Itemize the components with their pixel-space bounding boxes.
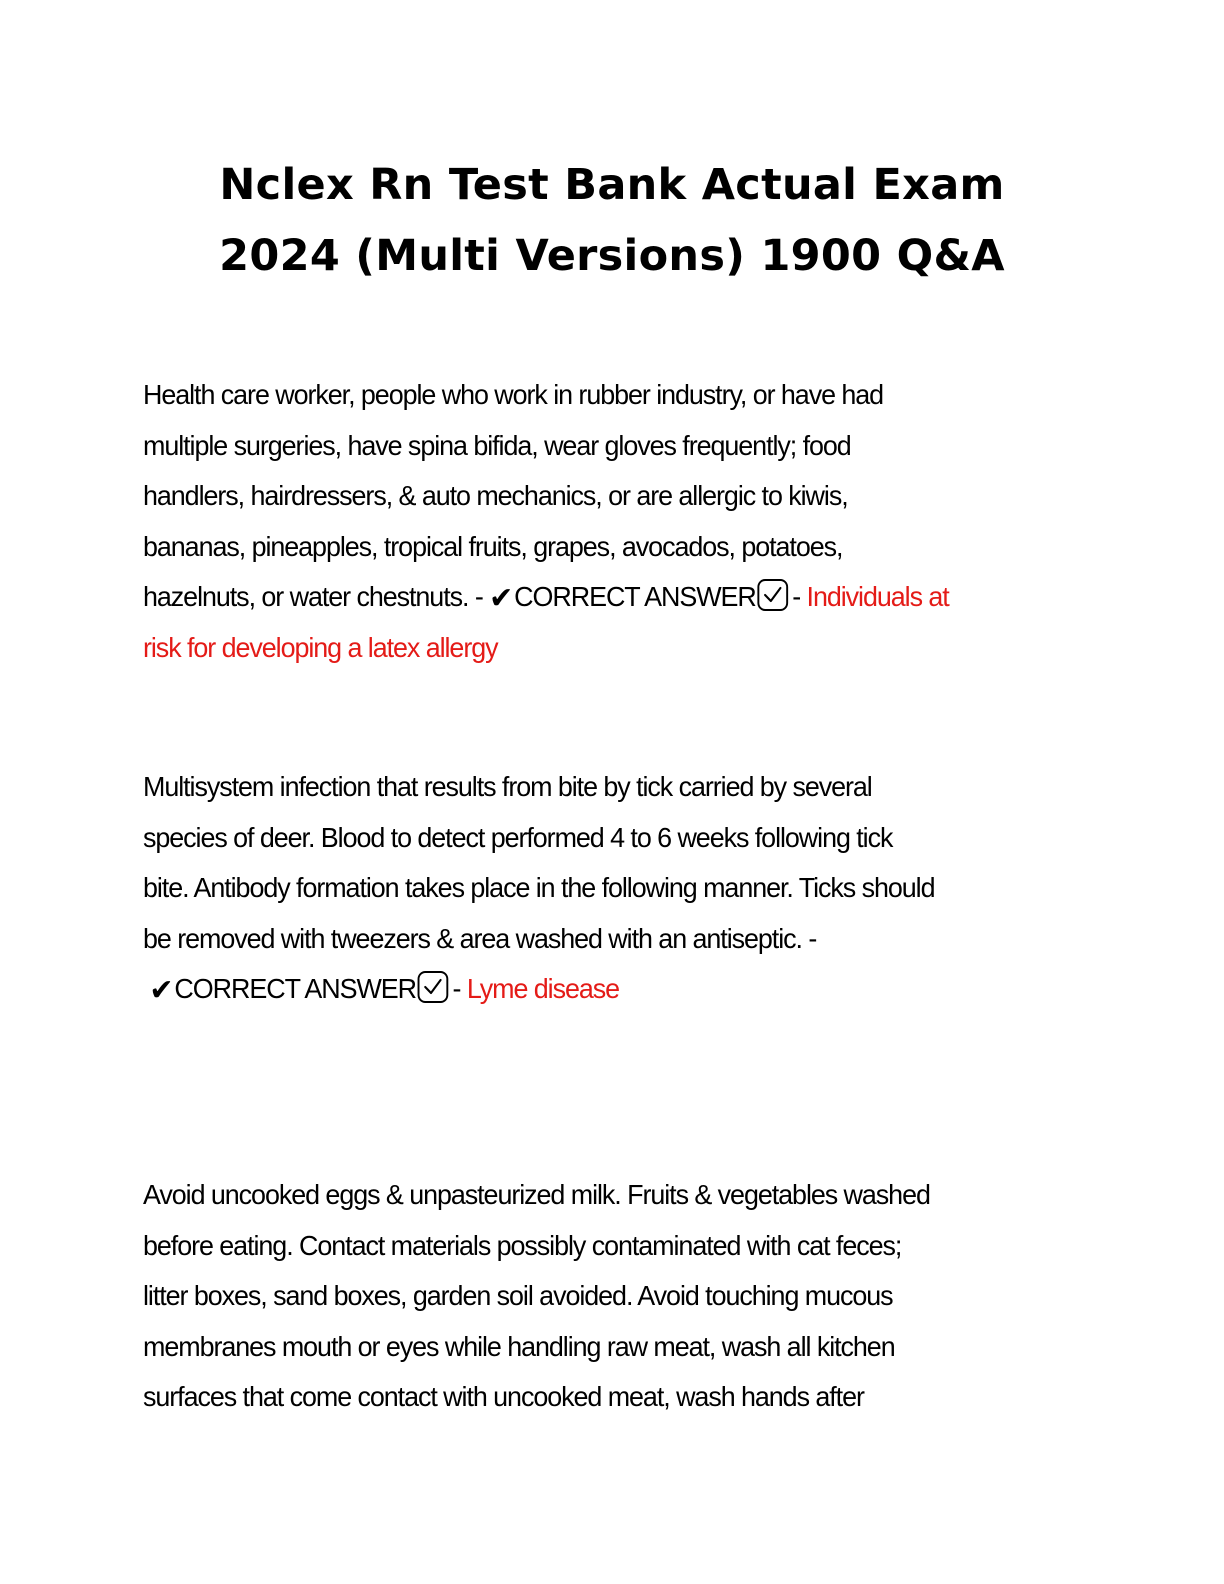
question-line: bananas, pineapples, tropical fruits, grapes, avocados, potatoes, <box>143 530 843 562</box>
title-line-2: 2024 (Multi Versions) 1900 Q&A <box>219 231 1005 281</box>
answer-text: Individuals at <box>806 581 949 612</box>
question-answer-line <box>143 964 1041 1015</box>
title-line-1: Nclex Rn Test Bank Actual Exam <box>219 160 1005 210</box>
question-line: be removed with tweezers & area washed with an antiseptic. - <box>143 922 817 954</box>
answer-text: Lyme disease <box>466 973 620 1004</box>
checked-box-icon <box>758 579 789 611</box>
question-line: litter boxes, sand boxes, garden soil avoided. Avoid touching mucous <box>143 1280 893 1311</box>
question-block <box>143 370 1041 673</box>
question-line: hazelnuts, or water chestnuts. - <box>143 581 483 612</box>
question-line: before eating. Contact materials possibly contaminated with cat feces; <box>143 1229 902 1261</box>
correct-answer-marker <box>143 973 461 1008</box>
question-line: Multisystem infection that results from bite by tick carried by several <box>143 771 872 802</box>
answer-text-continued: risk for developing a latex allergy <box>143 631 498 663</box>
question-block <box>143 1170 1041 1423</box>
correct-answer-marker <box>489 581 801 616</box>
correct-answer-label: CORRECT ANSWER <box>174 973 417 1004</box>
question-line: Health care worker, people who work in rubber industry, or have had <box>143 379 884 410</box>
question-line: multiple surgeries, have spina bifida, wear gloves frequently; food <box>143 429 851 461</box>
question-answer-line <box>143 572 1041 623</box>
question-line: handlers, hairdressers, & auto mechanics, or are allergic to kiwis, <box>143 480 848 511</box>
answer-separator: - <box>792 581 801 612</box>
correct-answer-label: CORRECT ANSWER <box>514 581 756 612</box>
question-line: Avoid uncooked eggs & unpasteurized milk. Fruits & vegetables washed <box>143 1179 930 1210</box>
heavy-check-mark-icon: ✔ <box>489 581 513 616</box>
answer-separator: - <box>452 973 461 1004</box>
checked-box-icon <box>418 971 449 1003</box>
question-line: surfaces that come contact with uncooked meat, wash hands after <box>143 1381 864 1412</box>
question-block <box>143 762 1041 1015</box>
document-title <box>150 150 1074 292</box>
question-line: membranes mouth or eyes while handling raw meat, wash all kitchen <box>143 1330 895 1362</box>
question-line: species of deer. Blood to detect performed 4 to 6 weeks following tick <box>143 821 893 853</box>
question-line: bite. Antibody formation takes place in the following manner. Ticks should <box>143 872 935 903</box>
heavy-check-mark-icon: ✔ <box>149 973 173 1008</box>
